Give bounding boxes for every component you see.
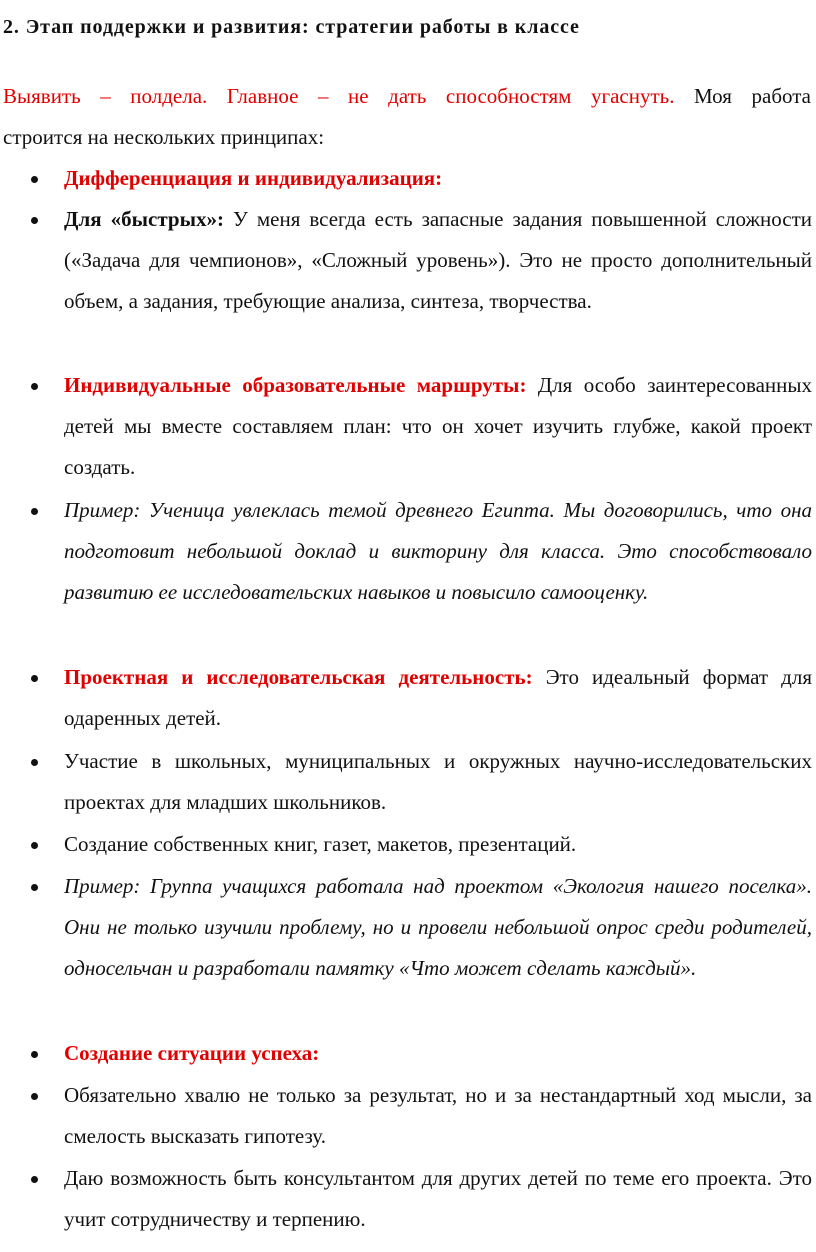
- list-item: [64, 1158, 812, 1240]
- bullet-marker: [31, 1093, 38, 1100]
- list-item: [64, 158, 812, 199]
- bullet-marker: [31, 217, 38, 224]
- item-text: Это идеальный формат для одаренных детей.: [64, 665, 812, 730]
- intro-highlight: Выявить – полдела. Главное – не дать способностям угаснуть.: [3, 84, 675, 108]
- list-item: [64, 1075, 812, 1157]
- bullet-marker: [31, 842, 38, 849]
- list-item: [64, 365, 812, 488]
- bullet-marker: [31, 176, 38, 183]
- bullet-marker: [31, 675, 38, 682]
- item-bold-heading: Индивидуальные образовательные маршруты:: [64, 373, 527, 397]
- bullet-marker: [31, 383, 38, 390]
- intro-text-1: Моя работа: [674, 84, 811, 108]
- item-bold-heading: Дифференциация и индивидуализация:: [64, 166, 443, 190]
- list-item: [64, 741, 812, 823]
- list-item: [64, 824, 812, 865]
- list-item: [64, 199, 812, 322]
- item-text: Обязательно хвалю не только за результат, но и за нестандартный ход мысли, за смелость высказать гипотезу.: [64, 1083, 812, 1148]
- bullet-marker: [31, 759, 38, 766]
- intro-text-2: строится на нескольких принципах:: [3, 125, 325, 149]
- item-text: Участие в школьных, муниципальных и окружных научно-исследовательских проектах для младших школьников.: [64, 749, 812, 814]
- list-item: [64, 490, 812, 613]
- bullet-marker: [31, 1176, 38, 1183]
- intro-paragraph: [3, 76, 811, 158]
- bullet-marker: [31, 508, 38, 515]
- item-bold-heading: Создание ситуации успеха:: [64, 1041, 320, 1065]
- item-example-text: Пример: Ученица увлеклась темой древнего Египта. Мы договорились, что она подготовит небольшой доклад и викторину для класса. Это способствовало развитию ее исследовательских навыков и повысило самооценку.: [64, 498, 812, 604]
- bullet-marker: [31, 884, 38, 891]
- section-heading: 2. Этап поддержки и развития: стратегии работы в классе: [3, 16, 580, 38]
- item-bold-heading: Для «быстрых»:: [64, 207, 224, 231]
- item-text: Даю возможность быть консультантом для других детей по теме его проекта. Это учит сотрудничеству и терпению.: [64, 1166, 812, 1231]
- list-item: [64, 657, 812, 739]
- list-item: [64, 1033, 812, 1074]
- intro-line-1: [3, 76, 811, 117]
- item-bold-heading: Проектная и исследовательская деятельность:: [64, 665, 533, 689]
- item-text: У меня всегда есть запасные задания повышенной сложности («Задача для чемпионов», «Сложный уровень»). Это не просто дополнительный объем, а задания, требующие анализа, синтеза, творчества.: [64, 207, 812, 313]
- item-text: Для особо заинтересованных детей мы вместе составляем план: что он хочет изучить глубже, какой проект создать.: [64, 373, 812, 479]
- item-text: Создание собственных книг, газет, макетов, презентаций.: [64, 832, 577, 856]
- bullet-marker: [31, 1051, 38, 1058]
- list-item: [64, 866, 812, 989]
- item-example-text: Пример: Группа учащихся работала над проектом «Экология нашего поселка». Они не только изучили проблему, но и провели небольшой опрос среди родителей, односельчан и разработали памятку «Что может сделать каждый».: [64, 874, 812, 980]
